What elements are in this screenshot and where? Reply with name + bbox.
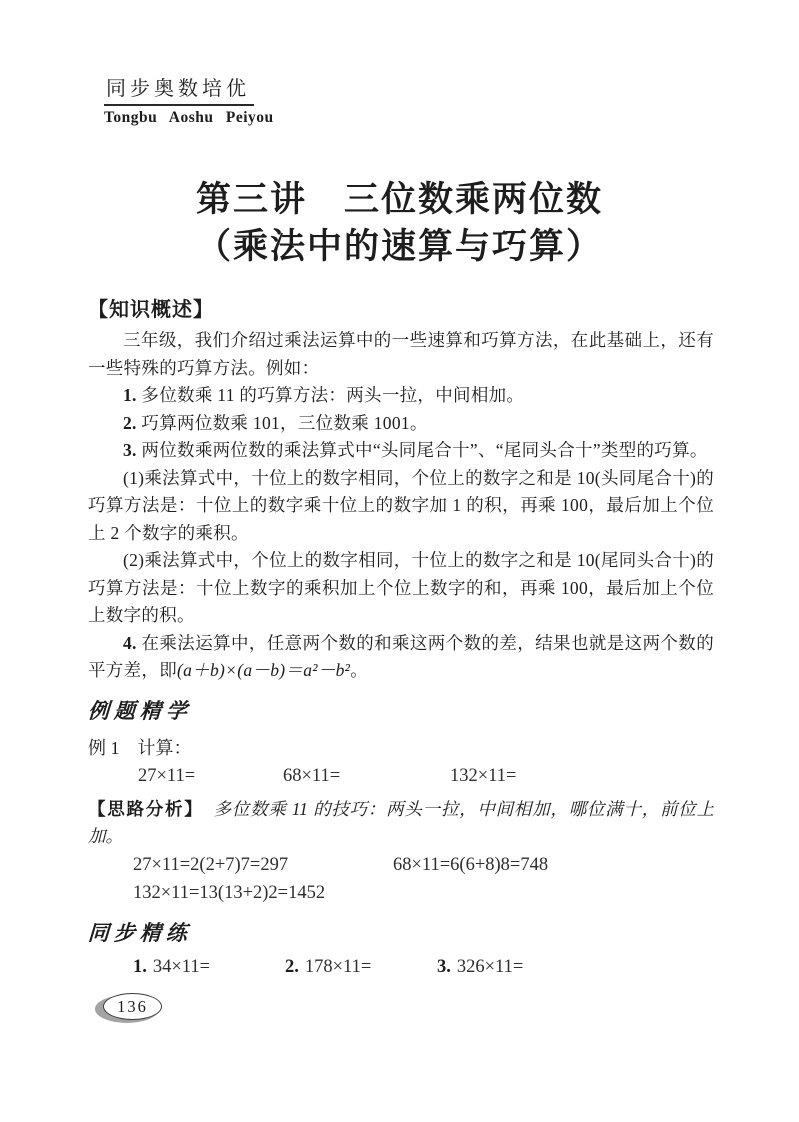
analysis-text: 多位数乘 11 的技巧：两头一拉，中间相加，哪位满十，前位上加。 xyxy=(88,798,715,846)
item-number: 1. xyxy=(123,385,137,405)
chapter-title xyxy=(0,176,799,270)
item-text-end: 。 xyxy=(350,660,369,680)
page-number: 136 xyxy=(103,993,162,1020)
problem-expression: 68×11= xyxy=(283,765,341,786)
knowledge-item-3 xyxy=(88,437,714,465)
brand-title-cn: 同步奥数培优 xyxy=(104,72,254,106)
knowledge-item-2 xyxy=(88,410,714,438)
knowledge-item-4 xyxy=(88,630,714,685)
examples-section-heading: 例题精学 xyxy=(87,698,193,723)
worked-equations-row-1 xyxy=(88,851,714,879)
analysis-paragraph xyxy=(88,796,714,851)
practice-problem-3 xyxy=(437,953,523,981)
knowledge-subitem-2: (2)乘法算式中，个位上的数字相同，十位上的数字之和是 10(尾同头合十)的巧算方法是：十位上数字的乘积加上个位上数字的和，再乘 100，最后加上个位上数字的积。 xyxy=(88,550,714,625)
problem-expression: 34×11= xyxy=(152,956,211,977)
worked-equation: 132×11=13(13+2)2=1452 xyxy=(133,882,326,903)
example-1-problems xyxy=(88,763,714,790)
knowledge-subitem-1: (1)乘法算式中，十位上的数字相同，个位上的数字之和是 10(头同尾合十)的巧算方法是：十位上的数字乘十位上的数字加 1 的积，再乘 100，最后加上个位上 2 个数字的乘积。 xyxy=(88,467,714,543)
example-1-label: 例 1 xyxy=(88,737,120,758)
problem-expression: 326×11= xyxy=(456,956,524,977)
brand-title-pinyin: Tongbu Aoshu Peiyou xyxy=(104,109,274,126)
problem-number: 3. xyxy=(437,956,451,977)
brand-block xyxy=(104,72,274,127)
problem-expression: 27×11= xyxy=(138,765,196,786)
knowledge-intro: 三年级，我们介绍过乘法运算中的一些速算和巧算方法，在此基础上，还有一些特殊的巧算方法。例如： xyxy=(88,330,714,378)
worked-equation: 27×11=2(2+7)7=297 xyxy=(133,854,289,875)
example-1-row xyxy=(88,735,714,762)
item-text: 在乘法运算中，任意两个数的和乘这两个数的差，结果也就是这两个数的平方差，即 xyxy=(88,632,714,680)
practice-section-heading: 同步精练 xyxy=(87,920,193,945)
item-number: 3. xyxy=(123,440,137,460)
item-text: 巧算两位数乘 101，三位数乘 1001。 xyxy=(141,412,428,433)
knowledge-item-1 xyxy=(88,382,714,410)
problem-expression: 132×11= xyxy=(450,765,517,786)
chapter-title-line1: 第三讲 三位数乘两位数 xyxy=(195,180,603,219)
item-number: 2. xyxy=(123,412,137,433)
practice-problems xyxy=(88,953,714,981)
main-content xyxy=(88,297,714,981)
chapter-title-line2: （乘法中的速算与巧算） xyxy=(195,227,603,266)
problem-number: 2. xyxy=(285,956,299,977)
square-difference-formula: (a＋b)×(a－b)＝a²－b² xyxy=(177,660,351,680)
practice-problem-2 xyxy=(285,953,437,981)
item-text: 两位数乘两位数的乘法算式中“头同尾合十”、“尾同头合十”类型的巧算。 xyxy=(141,440,708,460)
worked-equations-row-2 xyxy=(88,879,714,907)
problem-number: 1. xyxy=(133,956,147,977)
item-text: 多位数乘 11 的巧算方法：两头一拉，中间相加。 xyxy=(141,385,525,405)
example-1-prompt: 计算： xyxy=(137,737,192,758)
item-number: 4. xyxy=(123,632,137,653)
knowledge-heading: 【知识概述】 xyxy=(88,299,214,321)
page-number-badge xyxy=(95,993,163,1023)
worked-equation: 68×11=6(6+8)8=748 xyxy=(393,854,549,875)
practice-problem-1 xyxy=(133,953,285,981)
analysis-heading: 【思路分析】 xyxy=(88,798,204,819)
problem-expression: 178×11= xyxy=(304,956,372,977)
